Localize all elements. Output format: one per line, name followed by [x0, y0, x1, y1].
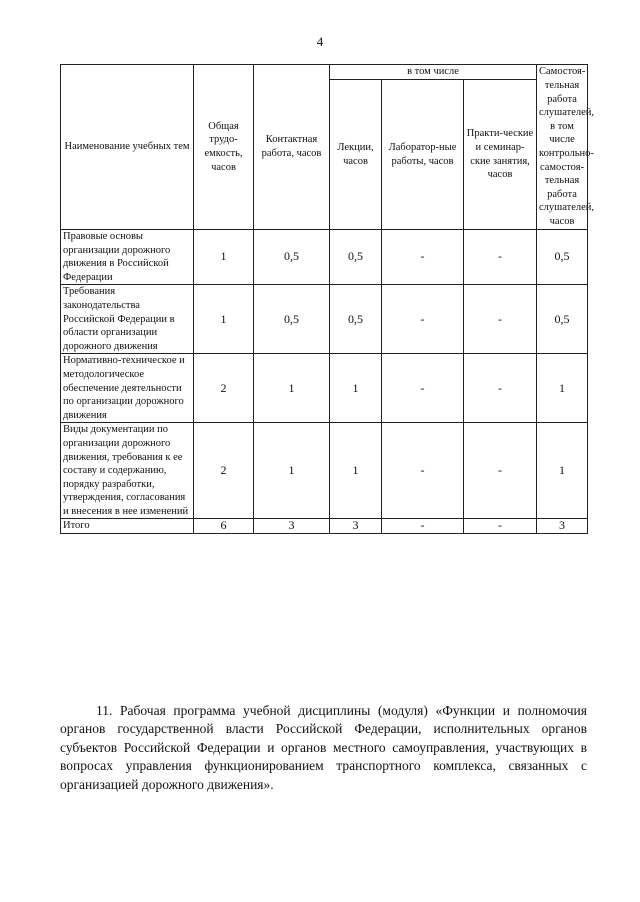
topic-name: Требования законодательства Российской Федерации в области организации дорожного движения [61, 285, 194, 354]
page-number: 4 [316, 34, 324, 49]
self-work-hours: 0,5 [537, 285, 588, 354]
table-row [61, 423, 588, 519]
total-label: Итого [61, 519, 194, 534]
lecture-hours: 3 [330, 519, 382, 534]
section-11-paragraph: 11. Рабочая программа учебной дисциплины (модуля) «Функции и полномочия органов государственной власти Российской Федерации, исполнительных органов субъектов Российской Федерации и органов местного самоуправления, участвующих в вопросах управления функционированием транспортного комплекса, связанных с организацией дорожного движения». [60, 702, 587, 792]
header-self-work-hours: Самостоя-тельная работа слушателей, в том числе контрольно-самостоя-тельная работа слушателей, часов [537, 65, 588, 230]
self-work-hours: 0,5 [537, 230, 588, 285]
lecture-hours: 1 [330, 354, 382, 423]
topic-name: Виды документации по организации дорожного движения, требования к ее составу и содержанию, порядку разработки, утверждения, согласования и внесения в нее изменений [61, 423, 194, 519]
header-contact-hours: Контактная работа, часов [254, 65, 330, 230]
lab-hours: - [382, 423, 464, 519]
contact-hours: 1 [254, 423, 330, 519]
contact-hours: 0,5 [254, 230, 330, 285]
lab-hours: - [382, 285, 464, 354]
practical-hours: - [464, 285, 537, 354]
self-work-hours: 1 [537, 423, 588, 519]
lecture-hours: 1 [330, 423, 382, 519]
practical-hours: - [464, 230, 537, 285]
self-work-hours: 3 [537, 519, 588, 534]
total-hours: 2 [194, 423, 254, 519]
lab-hours: - [382, 230, 464, 285]
total-hours: 1 [194, 285, 254, 354]
header-practical-hours: Практи-ческие и семинар-ские занятия, часов [464, 80, 537, 230]
header-topic-name: Наименование учебных тем [61, 65, 194, 230]
table-row [61, 230, 588, 285]
contact-hours: 3 [254, 519, 330, 534]
lab-hours: - [382, 354, 464, 423]
header-lab-hours: Лаборатор-ные работы, часов [382, 80, 464, 230]
total-row [61, 519, 588, 534]
curriculum-table [60, 64, 595, 534]
table-row [61, 285, 588, 354]
total-hours: 2 [194, 354, 254, 423]
topic-name: Правовые основы организации дорожного движения в Российской Федерации [61, 230, 194, 285]
contact-hours: 1 [254, 354, 330, 423]
practical-hours: - [464, 354, 537, 423]
header-including-group: в том числе [330, 65, 537, 80]
lecture-hours: 0,5 [330, 230, 382, 285]
lab-hours: - [382, 519, 464, 534]
self-work-hours: 1 [537, 354, 588, 423]
contact-hours: 0,5 [254, 285, 330, 354]
total-hours: 6 [194, 519, 254, 534]
topic-name: Нормативно-техническое и методологическое обеспечение деятельности по организации дорожного движения [61, 354, 194, 423]
lecture-hours: 0,5 [330, 285, 382, 354]
practical-hours: - [464, 423, 537, 519]
total-hours: 1 [194, 230, 254, 285]
header-total-hours: Общая трудо-емкость, часов [194, 65, 254, 230]
header-lecture-hours: Лекции, часов [330, 80, 382, 230]
table-row [61, 354, 588, 423]
practical-hours: - [464, 519, 537, 534]
